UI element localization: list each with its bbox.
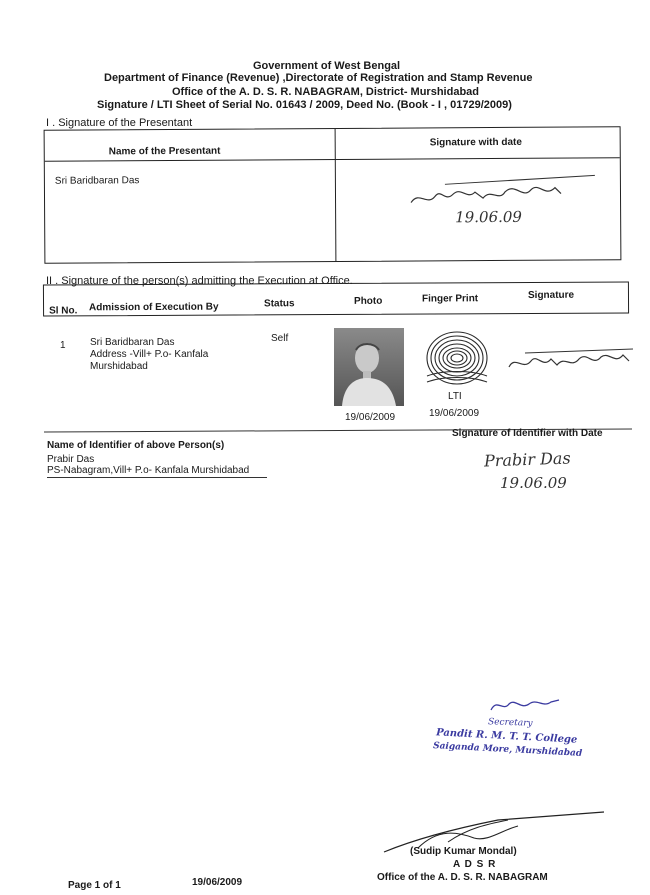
stamp-line-1: Secretary: [487, 717, 533, 729]
presentant-name: Sri Baridbaran Das: [54, 175, 140, 187]
col-signature: Signature: [527, 289, 575, 301]
finger-label: LTI: [448, 391, 462, 402]
executant-photo: [334, 328, 404, 406]
col-name-of-presentant: Name of the Presentant: [108, 145, 221, 158]
presentant-table: [44, 126, 622, 264]
executant-signature: [505, 345, 635, 375]
col-signature-with-date: Signature with date: [429, 136, 522, 149]
secretary-signature: [487, 694, 567, 716]
identifier-underline: [47, 477, 267, 478]
col-admission: Admission of Execution By: [89, 301, 219, 314]
officer-name: (Sudip Kumar Mondal): [410, 846, 517, 857]
section-2-title: II . Signature of the person(s) admitting the Execution at Office.: [46, 275, 353, 287]
presentant-signature-date: 19.06.09: [455, 207, 522, 227]
col-photo: Photo: [353, 295, 383, 307]
col-status: Status: [263, 298, 295, 310]
officer-office: Office of the A. D. S. R. NABAGRAM: [377, 872, 548, 883]
admission-header-box: [43, 281, 629, 316]
row-address-2: Murshidabad: [90, 361, 148, 372]
identifier-signature-heading: Signature of Identifier with Date: [452, 428, 603, 439]
header-line-3: Office of the A. D. S. R. NABAGRAM, District- Murshidabad: [172, 86, 479, 98]
row-address-1: Address -Vill+ P.o- Kanfala: [90, 349, 209, 360]
finger-date: 19/06/2009: [429, 408, 480, 419]
row-sl: 1: [60, 340, 66, 351]
identifier-heading: Name of Identifier of above Person(s): [47, 440, 225, 451]
stamp-line-3: Saiganda More, Murshidabad: [432, 741, 583, 759]
header-line-1: Government of West Bengal: [253, 60, 401, 72]
row-name: Sri Baridbaran Das: [90, 337, 175, 348]
photo-date: 19/06/2009: [345, 412, 396, 423]
header-line-4: Signature / LTI Sheet of Serial No. 01643 / 2009, Deed No. (Book - I , 01729/2009): [97, 99, 512, 111]
stamp-line-2: Pandit R. M. T. T. College: [435, 727, 578, 746]
section-1-title: I . Signature of the Presentant: [46, 117, 193, 129]
identifier-address: PS-Nabagram,Vill+ P.o- Kanfala Murshidabad: [47, 465, 250, 476]
header-line-2: Department of Finance (Revenue) ,Directorate of Registration and Stamp Revenue: [104, 72, 533, 84]
identifier-signature-date: 19.06.09: [500, 474, 567, 492]
row-status: Self: [271, 333, 289, 344]
presentant-signature: [405, 171, 605, 212]
officer-designation: A D S R: [453, 859, 497, 870]
footer-date: 19/06/2009: [192, 877, 243, 888]
identifier-signature: Prabir Das: [483, 448, 571, 471]
col-sl-no: Sl No.: [49, 305, 78, 317]
identifier-name: Prabir Das: [47, 454, 95, 465]
col-finger-print: Finger Print: [421, 293, 479, 305]
page-number: Page 1 of 1: [68, 880, 121, 891]
fingerprint-impression: [423, 326, 491, 388]
